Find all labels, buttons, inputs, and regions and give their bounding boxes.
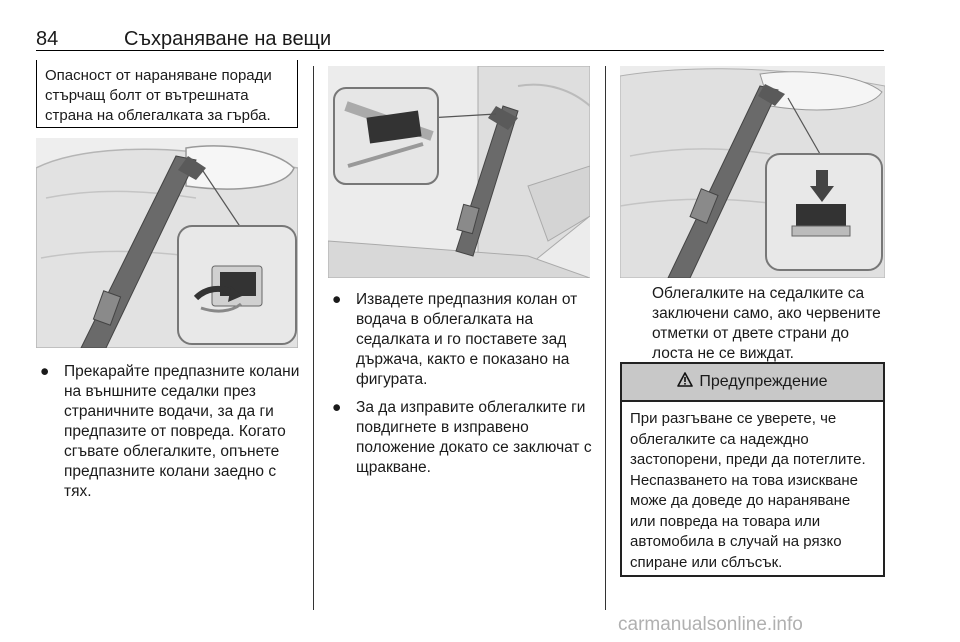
bullet-marker: ● — [332, 399, 342, 416]
column1-instructions — [36, 362, 300, 510]
list-item — [36, 362, 300, 502]
hazard-note-text: Опасност от нараняване поради стърчащ болт от вътрешната страна на облегалката за гърба. — [45, 67, 272, 124]
warning-header — [622, 364, 883, 402]
list-item-text: Прекарайте предпазните колани на външните седалки през страничните водачи, за да ги предпазите от повреда. Когато сгъвате облегалките, опънете предпазните колани заедно с тях. — [64, 363, 300, 500]
bullet-marker: ● — [332, 291, 342, 308]
list-item — [328, 398, 592, 478]
header-divider — [36, 50, 884, 51]
column-divider-1 — [313, 66, 314, 610]
hazard-note — [36, 60, 298, 128]
list-item — [328, 290, 592, 390]
warning-box — [620, 362, 885, 577]
figure-seatbelt-side-guide — [36, 138, 298, 348]
lock-indicator-note: Облегалките на седалките са заключени само, ако червените отметки от двете страни до лоста не се виждат. — [652, 285, 881, 362]
site-watermark: carmanualsonline.info — [618, 614, 803, 635]
figure-lock-lever — [620, 66, 885, 278]
bullet-marker: ● — [40, 363, 50, 380]
page-title: Съхраняване на вещи — [124, 28, 332, 50]
column2-instructions — [328, 290, 592, 486]
list-item-text: За да изправите облегалките ги повдигнете в изправено положение докато се заключат с щракване. — [356, 399, 592, 476]
warning-text: При разгъване се уверете, че облегалките са надеждно застопорени, преди да потеглите. Неспазването на това изискване може да доведе до нараняване или повреда на товара или автомобила в случай на рязко спиране или сблъсък. — [630, 410, 866, 571]
list-item-text: Извадете предпазния колан от водача в облегалката на седалката и го поставете зад държача, както е показано на фигурата. — [356, 291, 578, 388]
warning-title: Предупреждение — [699, 373, 828, 390]
figure-seatbelt-holder — [328, 66, 590, 278]
warning-triangle-icon — [677, 372, 693, 392]
column-divider-2 — [605, 66, 606, 610]
page-number: 84 — [36, 28, 59, 50]
